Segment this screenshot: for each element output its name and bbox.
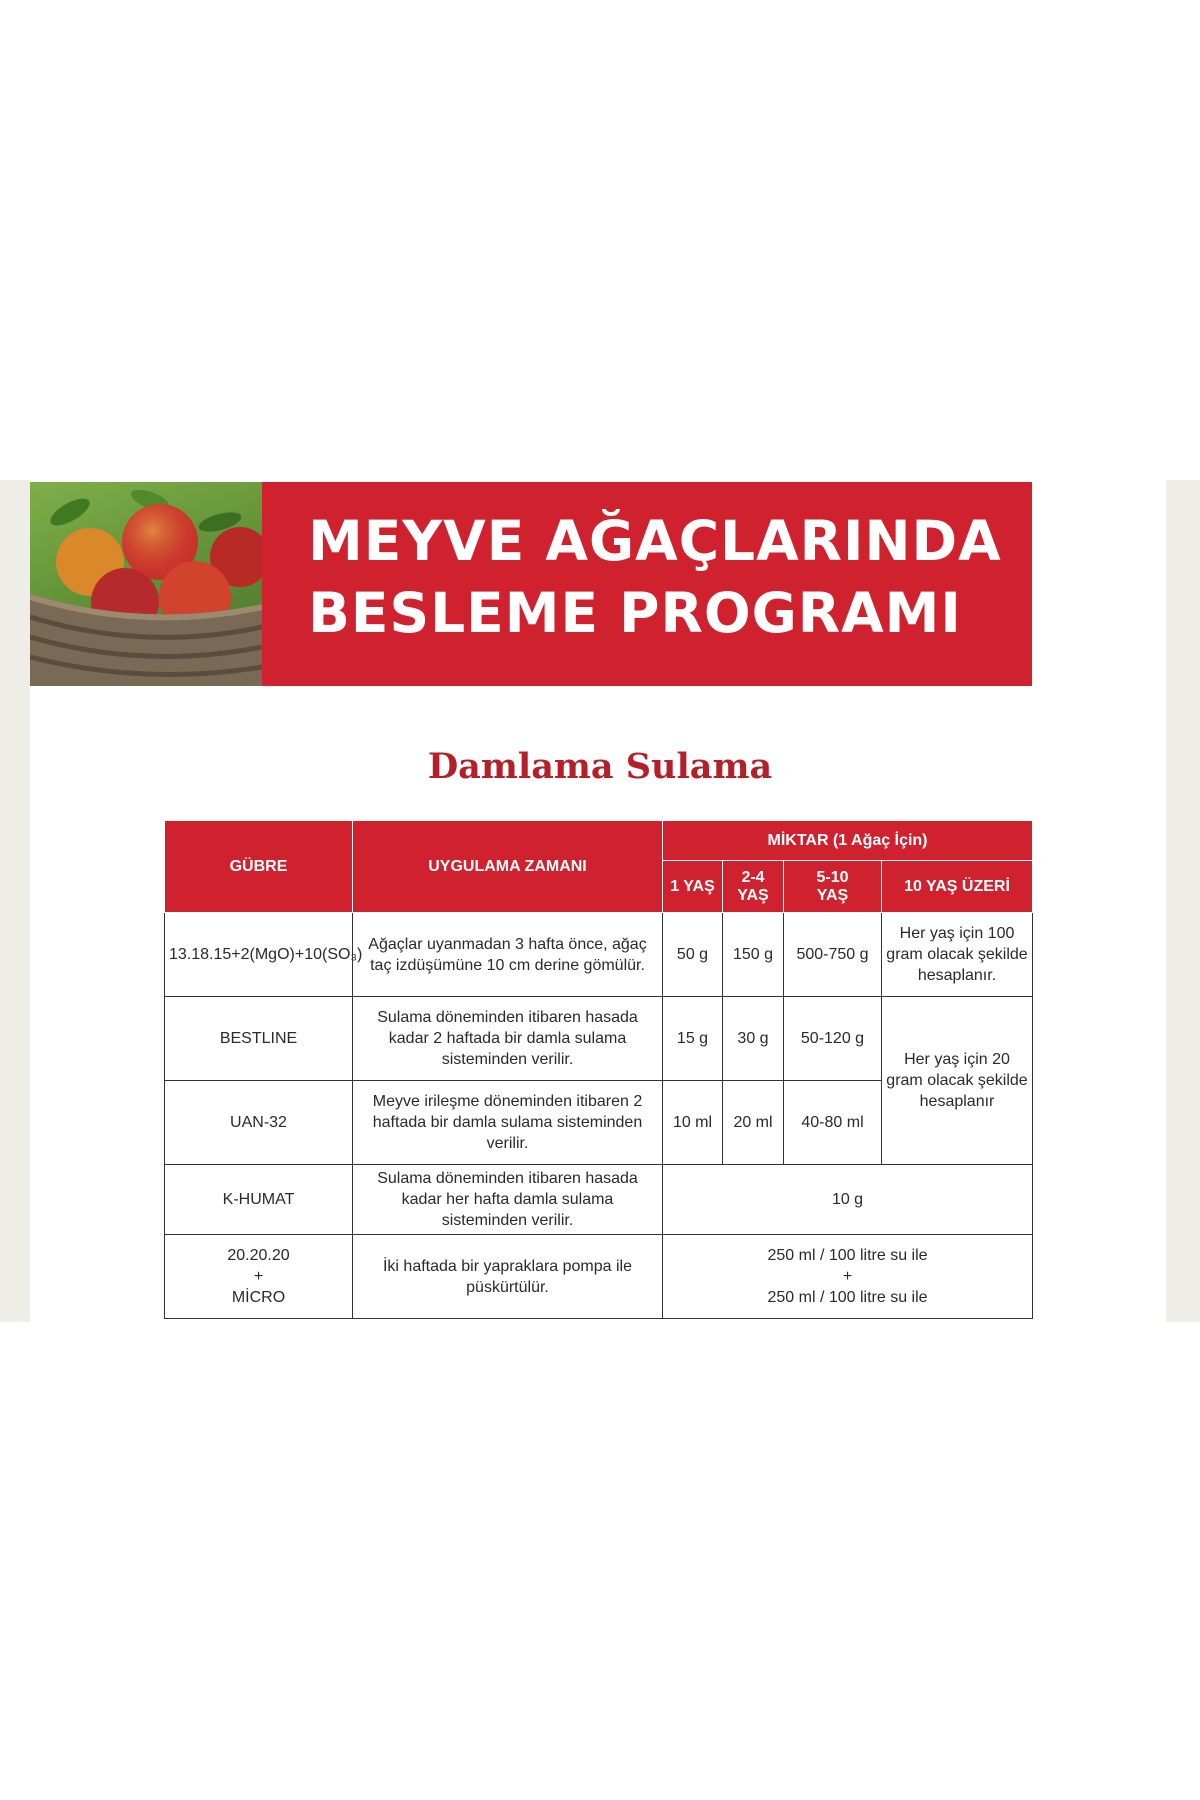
table-row — [165, 1165, 1033, 1235]
cell-age-5-10: 40-80 ml — [784, 1081, 882, 1165]
cell-age-10-plus: Her yaş için 100 gram olacak şekilde hesaplanır. — [882, 913, 1033, 997]
cell-uygulama: Sulama döneminden itibaren hasada kadar 2 haftada bir damla sulama sisteminden verilir. — [353, 997, 663, 1081]
table-row — [165, 913, 1033, 997]
title-line-1: MEYVE AĞAÇLARINDA — [308, 509, 1002, 573]
cell-gubre: UAN-32 — [165, 1081, 353, 1165]
cell-age-1: 10 ml — [663, 1081, 723, 1165]
header-age-10-plus: 10 YAŞ ÜZERİ — [882, 861, 1033, 913]
cell-age-1: 50 g — [663, 913, 723, 997]
cell-age-2-4: 30 g — [723, 997, 784, 1081]
cell-age-5-10: 500-750 g — [784, 913, 882, 997]
cell-age-1: 15 g — [663, 997, 723, 1081]
cell-gubre: BESTLINE — [165, 997, 353, 1081]
cell-age-10-plus-merged: Her yaş için 20 gram olacak şekilde hesaplanır — [882, 997, 1033, 1165]
apple-basket-photo — [30, 482, 262, 686]
feeding-program-table — [164, 820, 1033, 1319]
cell-amount: 250 ml / 100 litre su ile + 250 ml / 100 litre su ile — [663, 1235, 1033, 1319]
table-row — [165, 997, 1033, 1081]
cell-uygulama: Ağaçlar uyanmadan 3 hafta önce, ağaç taç izdüşümüne 10 cm derine gömülür. — [353, 913, 663, 997]
cell-age-5-10: 50-120 g — [784, 997, 882, 1081]
cell-age-2-4: 20 ml — [723, 1081, 784, 1165]
cell-gubre: 13.18.15+2(MgO)+10(SO₃) — [165, 913, 353, 997]
left-page-edge — [0, 480, 30, 1322]
cell-uygulama: Meyve irileşme döneminden itibaren 2 haftada bir damla sulama sisteminden verilir. — [353, 1081, 663, 1165]
header-age-2-4: 2-4 YAŞ — [723, 861, 784, 913]
right-page-edge — [1166, 480, 1200, 1322]
header-gubre: GÜBRE — [165, 821, 353, 913]
cell-uygulama: İki haftada bir yapraklara pompa ile püskürtülür. — [353, 1235, 663, 1319]
cell-age-2-4: 150 g — [723, 913, 784, 997]
header-age-5-10: 5-10 YAŞ — [784, 861, 882, 913]
cell-gubre: K-HUMAT — [165, 1165, 353, 1235]
apple-basket-illustration — [30, 482, 262, 686]
page-title — [308, 505, 1008, 649]
header-uygulama-zamani: UYGULAMA ZAMANI — [353, 821, 663, 913]
cell-uygulama: Sulama döneminden itibaren hasada kadar her hafta damla sulama sisteminden verilir. — [353, 1165, 663, 1235]
title-line-2: BESLEME PROGRAMI — [308, 581, 962, 645]
cell-amount: 10 g — [663, 1165, 1033, 1235]
cell-gubre: 20.20.20 + MİCRO — [165, 1235, 353, 1319]
header-age-1: 1 YAŞ — [663, 861, 723, 913]
table-row — [165, 1235, 1033, 1319]
header-miktar: MİKTAR (1 Ağaç İçin) — [663, 821, 1033, 861]
section-title: Damlama Sulama — [427, 746, 773, 787]
